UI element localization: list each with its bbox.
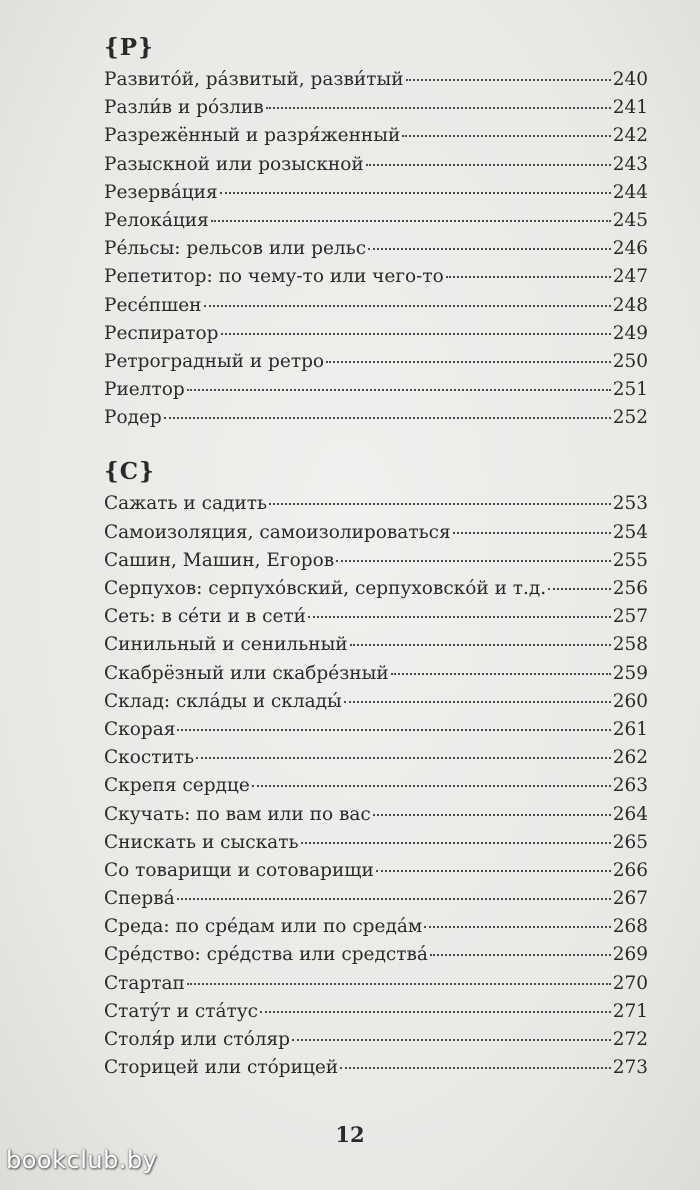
entry-page-number: 272 bbox=[612, 1029, 648, 1050]
entry-title: Стартап bbox=[104, 972, 185, 994]
dot-leader bbox=[402, 135, 610, 137]
dot-leader bbox=[164, 417, 611, 419]
entry-page-number: 268 bbox=[612, 916, 648, 938]
entry-page-number: 242 bbox=[612, 125, 648, 147]
dot-leader bbox=[204, 305, 611, 307]
dot-leader bbox=[548, 588, 611, 590]
dot-leader bbox=[391, 673, 611, 675]
entry-title: Сперва́ bbox=[104, 888, 175, 910]
entry-title: Резерва́ция bbox=[104, 181, 218, 203]
entry-page-number: 270 bbox=[612, 972, 648, 994]
entry-title: Развито́й, ра́звитый, разви́тый bbox=[104, 69, 404, 90]
entry-title: Ретроградный и ретро bbox=[104, 350, 325, 372]
table-of-contents bbox=[104, 30, 648, 1104]
dot-leader bbox=[366, 164, 611, 166]
entry-title: Столя́р или сто́ляр bbox=[104, 1029, 290, 1050]
entry-page-number: 264 bbox=[612, 803, 648, 825]
toc-entry bbox=[104, 122, 648, 150]
toc-entry bbox=[104, 885, 648, 913]
entry-page-number: 256 bbox=[612, 578, 648, 599]
entry-title: Серпухов: серпухо́вский, серпуховско́й и т.д. bbox=[104, 578, 547, 599]
watermark: bookclub.by bbox=[6, 1146, 158, 1174]
toc-entry bbox=[104, 688, 648, 716]
entry-title: Разрежённый и разря́женный bbox=[104, 125, 401, 147]
entry-page-number: 247 bbox=[612, 266, 648, 288]
toc-entry bbox=[104, 94, 648, 122]
toc-entry bbox=[104, 179, 648, 207]
entry-page-number: 249 bbox=[612, 322, 648, 344]
page-number: 12 bbox=[335, 1122, 365, 1147]
entry-page-number: 244 bbox=[612, 181, 648, 203]
entry-title: Репетитор: по чему-то или чего-то bbox=[104, 266, 444, 288]
dot-leader bbox=[376, 870, 611, 872]
entry-page-number: 250 bbox=[612, 350, 648, 372]
entry-page-number: 266 bbox=[612, 859, 648, 881]
toc-section bbox=[104, 454, 648, 1082]
toc-entry bbox=[104, 547, 648, 575]
toc-entry bbox=[104, 263, 648, 291]
dot-leader bbox=[340, 1067, 611, 1069]
entry-title: Синильный и сенильный bbox=[104, 634, 348, 656]
dot-leader bbox=[187, 389, 611, 391]
dot-leader bbox=[220, 192, 611, 194]
dot-leader bbox=[344, 701, 611, 703]
dot-leader bbox=[446, 276, 611, 278]
dot-leader bbox=[301, 842, 611, 844]
dot-leader bbox=[292, 1039, 611, 1041]
entry-title: Скорая bbox=[104, 718, 176, 740]
entry-title: Скабрёзный или скабре́зный bbox=[104, 662, 389, 684]
toc-entry bbox=[104, 320, 648, 348]
toc-entry bbox=[104, 941, 648, 969]
section-letter: {С} bbox=[104, 458, 155, 486]
toc-entry bbox=[104, 829, 648, 857]
entry-page-number: 251 bbox=[612, 379, 648, 401]
entry-title: Стату́т и ста́тус bbox=[104, 1000, 258, 1022]
toc-entry bbox=[104, 801, 648, 829]
entry-page-number: 259 bbox=[612, 662, 648, 684]
entry-title: Родер bbox=[104, 407, 162, 429]
entry-title: Сре́дство: сре́дства или средства́ bbox=[104, 944, 428, 966]
dot-leader bbox=[269, 503, 611, 505]
entry-page-number: 257 bbox=[612, 606, 648, 628]
entry-title: Скучать: по вам или по вас bbox=[104, 803, 371, 825]
entry-page-number: 241 bbox=[612, 97, 648, 119]
toc-section bbox=[104, 30, 648, 432]
entry-page-number: 240 bbox=[612, 69, 648, 90]
entry-title: Со товарищи и сотоварищи bbox=[104, 859, 374, 881]
dot-leader bbox=[196, 757, 611, 759]
entry-title: Разыскной или розыскной bbox=[104, 153, 364, 175]
dot-leader bbox=[177, 729, 610, 731]
toc-entry bbox=[104, 151, 648, 179]
entry-title: Ресе́пшен bbox=[104, 294, 202, 316]
entry-title: Сеть: в се́ти и в сети́ bbox=[104, 606, 306, 628]
toc-entry bbox=[104, 376, 648, 404]
toc-entry bbox=[104, 207, 648, 235]
entry-page-number: 252 bbox=[612, 407, 648, 429]
dot-leader bbox=[211, 220, 611, 222]
entry-title: Респиратор bbox=[104, 322, 219, 344]
entry-title: Релока́ция bbox=[104, 209, 209, 231]
toc-entry bbox=[104, 1054, 648, 1082]
toc-entry bbox=[104, 631, 648, 659]
entry-page-number: 261 bbox=[612, 718, 648, 740]
entry-title: Скостить bbox=[104, 747, 195, 769]
toc-entry bbox=[104, 404, 648, 432]
toc-entry bbox=[104, 857, 648, 885]
entry-page-number: 246 bbox=[612, 238, 648, 260]
entry-page-number: 260 bbox=[612, 690, 648, 712]
entry-title: Разли́в и ро́злив bbox=[104, 97, 264, 119]
toc-entry bbox=[104, 235, 648, 263]
entry-title: Сторицей или сто́рицей bbox=[104, 1057, 339, 1079]
toc-entry bbox=[104, 603, 648, 631]
toc-entry bbox=[104, 66, 648, 94]
entry-page-number: 245 bbox=[612, 209, 648, 231]
toc-entry bbox=[104, 913, 648, 941]
dot-leader bbox=[252, 785, 611, 787]
entry-page-number: 253 bbox=[612, 493, 648, 515]
toc-entry bbox=[104, 998, 648, 1026]
toc-entry bbox=[104, 970, 648, 998]
entry-title: Скрепя сердце bbox=[104, 775, 250, 797]
toc-entry bbox=[104, 660, 648, 688]
entry-title: Склад: скла́ды и склады́ bbox=[104, 690, 342, 712]
entry-title: Ре́льсы: рельсов или рельс bbox=[104, 238, 367, 260]
dot-leader bbox=[368, 248, 611, 250]
entry-page-number: 248 bbox=[612, 294, 648, 316]
dot-leader bbox=[336, 560, 611, 562]
dot-leader bbox=[308, 616, 611, 618]
dot-leader bbox=[350, 644, 611, 646]
dot-leader bbox=[266, 107, 611, 109]
entry-page-number: 273 bbox=[612, 1057, 648, 1079]
entry-page-number: 243 bbox=[612, 153, 648, 175]
entry-page-number: 258 bbox=[612, 634, 648, 656]
dot-leader bbox=[221, 333, 611, 335]
dot-leader bbox=[326, 361, 611, 363]
toc-entry bbox=[104, 575, 648, 603]
dot-leader bbox=[406, 79, 611, 81]
section-letter: {Р} bbox=[104, 34, 154, 61]
entry-page-number: 269 bbox=[612, 944, 648, 966]
toc-entry bbox=[104, 716, 648, 744]
entry-page-number: 263 bbox=[612, 775, 648, 797]
toc-entry bbox=[104, 772, 648, 800]
toc-entry bbox=[104, 348, 648, 376]
entry-page-number: 262 bbox=[612, 747, 648, 769]
entry-title: Сашин, Машин, Егоров bbox=[104, 549, 335, 571]
entry-title: Самоизоляция, самоизолироваться bbox=[104, 521, 451, 543]
dot-leader bbox=[177, 898, 611, 900]
entry-page-number: 255 bbox=[612, 549, 648, 571]
entry-title: Сажать и садить bbox=[104, 493, 268, 515]
entry-page-number: 254 bbox=[612, 521, 648, 543]
toc-entry bbox=[104, 744, 648, 772]
dot-leader bbox=[373, 814, 611, 816]
dot-leader bbox=[260, 1011, 611, 1013]
dot-leader bbox=[453, 532, 611, 534]
entry-title: Среда: по сре́дам или по среда́м bbox=[104, 916, 423, 938]
entry-page-number: 271 bbox=[612, 1000, 648, 1022]
toc-entry bbox=[104, 292, 648, 320]
toc-entry bbox=[104, 519, 648, 547]
dot-leader bbox=[430, 954, 611, 956]
dot-leader bbox=[424, 926, 610, 928]
toc-entry bbox=[104, 1026, 648, 1054]
entry-title: Риелтор bbox=[104, 379, 185, 401]
entry-page-number: 267 bbox=[612, 888, 648, 910]
toc-entry bbox=[104, 490, 648, 518]
dot-leader bbox=[187, 983, 611, 985]
entry-title: Снискать и сыскать bbox=[104, 831, 299, 853]
entry-page-number: 265 bbox=[612, 831, 648, 853]
